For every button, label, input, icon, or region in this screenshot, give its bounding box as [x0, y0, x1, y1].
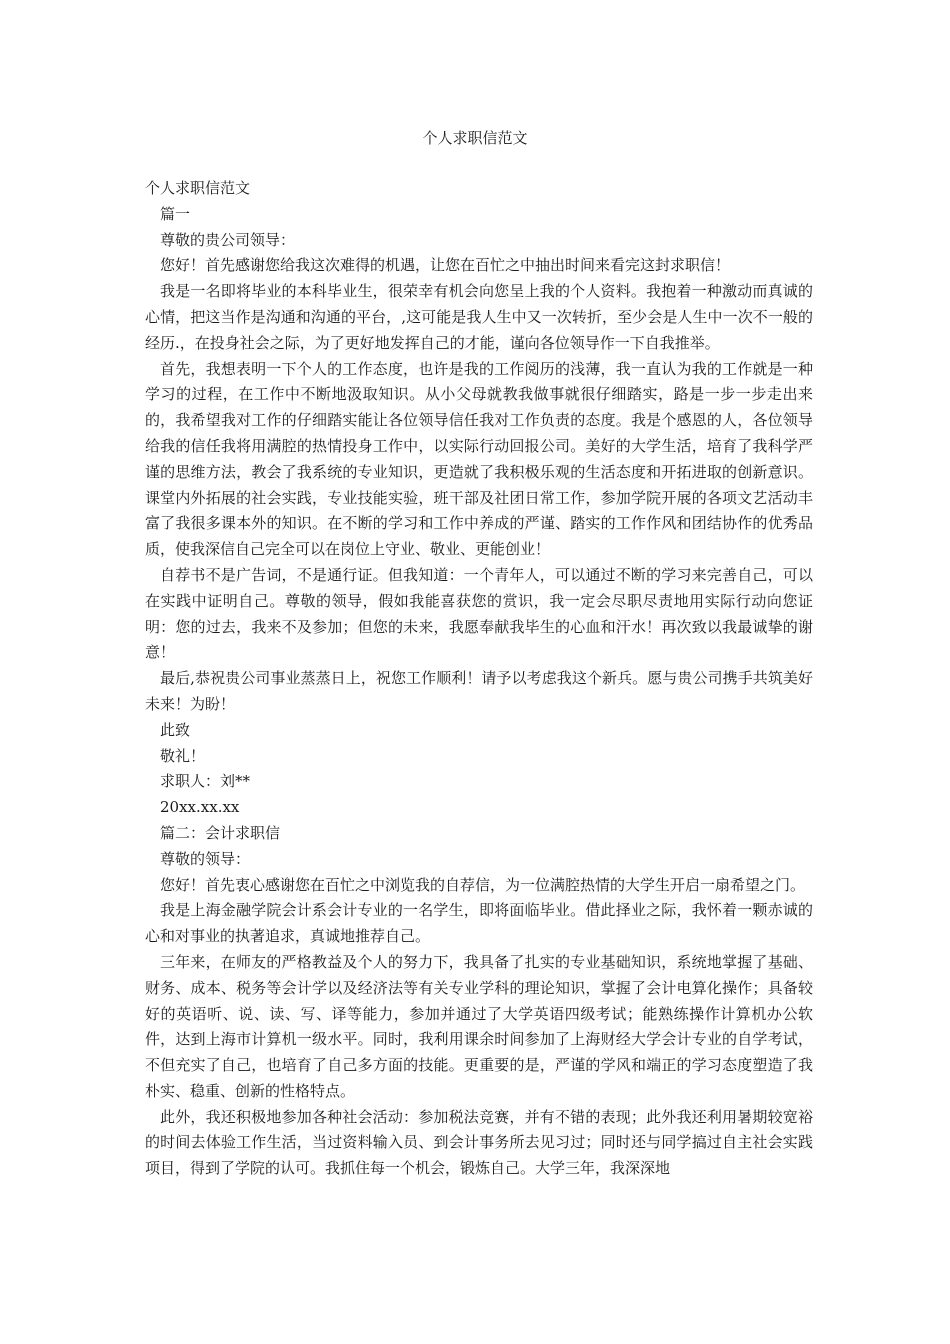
closing-line: 此致	[160, 720, 191, 739]
paragraph: 此外，我还积极地参加各种社会活动：参加税法竞赛，并有不错的表现；此外我还利用暑期较宽裕的时间去体验工作生活，当过资料输入员、到会计事务所去见习过；同时还与同学搞过自主社会实践项目，得到了学院的认可。我抓住每一个机会，锻炼自己。大学三年，我深深地	[145, 1107, 813, 1178]
paragraph: 我是上海金融学院会计系会计专业的一名学生，即将面临毕业。借此择业之际，我怀着一颗赤诚的心和对事业的执著追求，真诚地推荐自己。	[145, 901, 813, 946]
section-label-2: 篇二：会计求职信	[160, 823, 281, 842]
paragraph: 最后,恭祝贵公司事业蒸蒸日上，祝您工作顺利！请予以考虑我这个新兵。愿与贵公司携手共筑美好未来！为盼！	[145, 669, 813, 713]
paragraph: 自荐书不是广告词，不是通行证。但我知道：一个青年人，可以通过不断的学习来完善自己，可以在实践中证明自己。尊敬的领导，假如我能喜获您的赏识，我一定会尽职尽责地用实际行动向您证明：您的过去，我来不及参加；但您的未来，我愿奉献我毕生的心血和汗水！再次致以我最诚挚的谢意！	[145, 565, 813, 662]
salutation-2: 尊敬的领导：	[160, 849, 251, 868]
document-body	[145, 176, 813, 1182]
closing-line: 敬礼！	[160, 746, 206, 765]
document-heading: 个人求职信范文	[145, 179, 251, 197]
signature: 求职人：刘**	[160, 772, 251, 791]
paragraph: 您好！首先感谢您给我这次难得的机遇，让您在百忙之中抽出时间来看完这封求职信！	[160, 256, 731, 275]
date: 20xx.xx.xx	[160, 798, 240, 817]
document-title: 个人求职信范文	[422, 129, 528, 147]
section-label-1: 篇一	[160, 204, 191, 223]
salutation-1: 尊敬的贵公司领导：	[160, 230, 296, 249]
paragraph: 三年来，在师友的严格教益及个人的努力下，我具备了扎实的专业基础知识，系统地掌握了基础、财务、成本、税务等会计学以及经济法等有关专业学科的理论知识，掌握了会计电算化操作；具备较好的英语听、说、读、写、译等能力，参加并通过了大学英语四级考试；能熟练操作计算机办公软件，达到上海市计算机一级水平。同时，我利用课余时间参加了上海财经大学会计专业的自学考试，不但充实了自己，也培育了自己多方面的技能。更重要的是，严谨的学风和端正的学习态度塑造了我朴实、稳重、创新的性格特点。	[145, 952, 813, 1100]
paragraph: 我是一名即将毕业的本科毕业生，很荣幸有机会向您呈上我的个人资料。我抱着一种激动而真诚的心情，把这当作是沟通和沟通的平台，,这可能是我人生中又一次转折，至少会是人生中一次不一般的经历.，在投身社会之际，为了更好地发挥自己的才能，谨向各位领导作一下自我推举。	[145, 282, 813, 352]
paragraph: 您好！首先衷心感谢您在百忙之中浏览我的自荐信，为一位满腔热情的大学生开启一扇希望之门。	[160, 875, 806, 894]
paragraph: 首先，我想表明一下个人的工作态度，也许是我的工作阅历的浅薄，我一直认为我的工作就是一种学习的过程，在工作中不断地汲取知识。从小父母就教我做事就很仔细踏实，路是一步一步走出来的，我希望我对工作的仔细踏实能让各位领导信任我对工作负责的态度。我是个感恩的人，各位领导给我的信任我将用满腔的热情投身工作中，以实际行动回报公司。美好的大学生活，培育了我科学严谨的思维方法，教会了我系统的专业知识，更造就了我积极乐观的生活态度和开拓进取的创新意识。课堂内外拓展的社会实践，专业技能实验，班干部及社团日常工作，参加学院开展的各项文艺活动丰富了我很多课本外的知识。在不断的学习和工作中养成的严谨、踏实的工作作风和团结协作的优秀品质，使我深信自己完全可以在岗位上守业、敬业、更能创业！	[145, 359, 813, 559]
